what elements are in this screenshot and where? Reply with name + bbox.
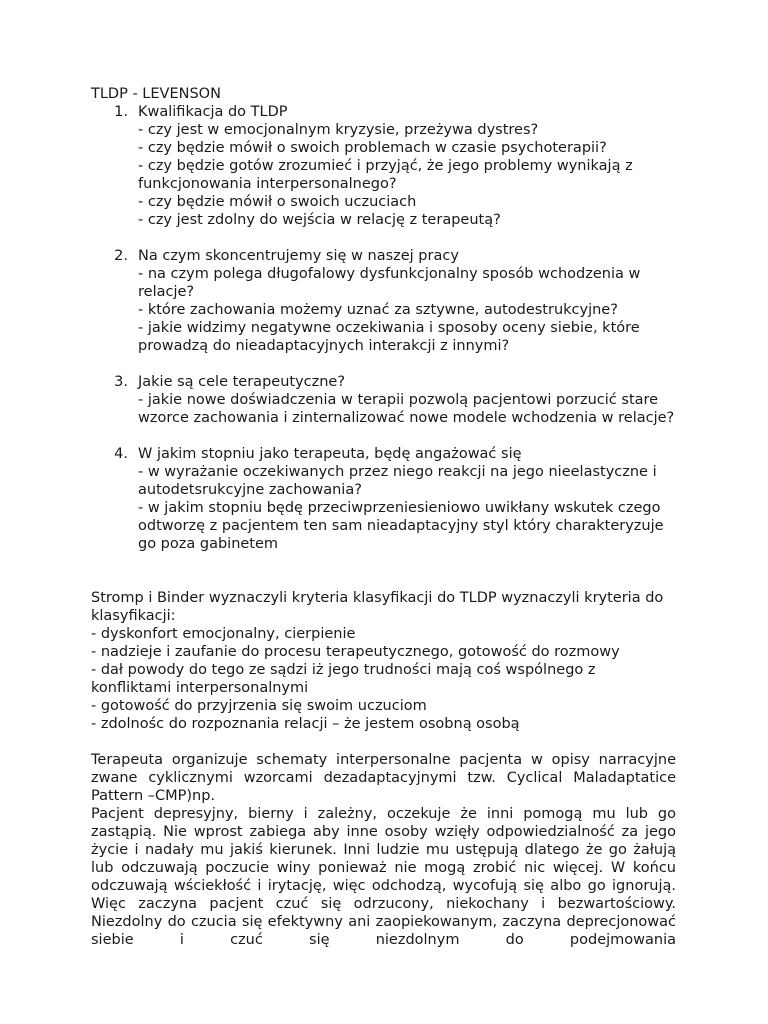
list-item-points: [138, 265, 676, 355]
list-point: - czy będzie gotów zrozumieć i przyjąć, że jego problemy wynikają z funkcjonowania interpersonalnego?: [138, 158, 633, 192]
list-point: - czy będzie mówił o swoich problemach w czasie psychoterapii?: [138, 140, 607, 156]
criteria-item: - dał powody do tego ze sądzi iż jego trudności mają coś wspólnego z konfliktami interpersonalnymi: [91, 662, 596, 696]
list-point: - w jakim stopniu będę przeciwprzeniesieniowo uwikłany wskutek czego odtworzę z pacjentem ten sam nieadaptacyjny styl który charakteryzuje go poza gabinetem: [138, 500, 664, 552]
list-item-number: 3.: [114, 374, 128, 390]
list-item-heading: Jakie są cele terapeutyczne?: [138, 374, 346, 390]
paragraph-therapist: Terapeuta organizuje schematy interpersonalne pacjenta w opisy narracyjne zwane cyklicznymi wzorcami dezadaptacyjnymi tzw. Cyclical Maladaptatice Pattern –CMP)np.: [91, 752, 676, 804]
list-item-number: 2.: [114, 248, 128, 264]
list-item: [91, 373, 676, 427]
list-item-number: 1.: [114, 104, 128, 120]
list-item-heading: Na czym skoncentrujemy się w naszej pracy: [138, 248, 459, 264]
question-list: [91, 103, 676, 553]
criteria-item: - gotowość do przyjrzenia się swoim uczuciom: [91, 698, 427, 714]
list-point: - które zachowania możemy uznać za sztywne, autodestrukcyjne?: [138, 302, 618, 318]
list-item-points: [138, 121, 676, 229]
list-point: - jakie nowe doświadczenia w terapii pozwolą pacjentowi porzucić stare wzorce zachowania i zinternalizować nowe modele wchodzenia w relacje?: [138, 392, 675, 426]
list-item: [91, 247, 676, 355]
list-point: - czy jest zdolny do wejścia w relację z terapeutą?: [138, 212, 501, 228]
list-item-points: [138, 463, 676, 553]
criteria-item: - nadzieje i zaufanie do procesu terapeutycznego, gotowość do rozmowy: [91, 644, 620, 660]
criteria-item: - dyskonfort emocjonalny, cierpienie: [91, 626, 356, 642]
criteria-section: [91, 589, 676, 733]
paragraph-patient: Pacjent depresyjny, bierny i zależny, oczekuje że inni pomogą mu lub go zastąpią. Nie wprost zabiega aby inne osoby wzięły odpowiedzialność za jego życie i nadały mu jakiś kierunek. Inni ludzie mu ustępują dlatego że go żałują lub odczuwają poczucie winy ponieważ nie mogą zrobić nic więcej. W końcu odczuwają wściekłość i irytację, więc odchodzą, wycofują się albo go ignorują. Więc zaczyna pacjent czuć się odrzucony, niekochany i bezwartościowy. Niezdolny do czucia się efektywny ani zaopiekowanym, zaczyna deprecjonować siebie i czuć się niezdolnym do podejmowania: [91, 806, 676, 948]
list-point: - czy jest w emocjonalnym kryzysie, przeżywa dystres?: [138, 122, 539, 138]
list-point: - jakie widzimy negatywne oczekiwania i sposoby oceny siebie, które prowadzą do nieadaptacyjnych interakcji z innymi?: [138, 320, 640, 354]
list-item: [91, 445, 676, 553]
list-item: [91, 103, 676, 229]
list-point: - na czym polega długofalowy dysfunkcjonalny sposób wchodzenia w relacje?: [138, 266, 641, 300]
document-body: [91, 85, 676, 949]
document-title: TLDP - LEVENSON: [91, 86, 221, 102]
list-item-heading: W jakim stopniu jako terapeuta, będę angażować się: [138, 446, 522, 462]
list-item-heading: Kwalifikacja do TLDP: [138, 104, 288, 120]
criteria-item: - zdolnośc do rozpoznania relacji – że jestem osobną osobą: [91, 716, 520, 732]
criteria-intro: Stromp i Binder wyznaczyli kryteria klasyfikacji do TLDP wyznaczyli kryteria do klasyfikacji:: [91, 590, 664, 624]
list-point: - czy będzie mówił o swoich uczuciach: [138, 194, 417, 210]
list-point: - w wyrażanie oczekiwanych przez niego reakcji na jego nieelastyczne i autodetsrukcyjne zachowania?: [138, 464, 657, 498]
list-item-points: [138, 391, 676, 427]
list-item-number: 4.: [114, 446, 128, 462]
